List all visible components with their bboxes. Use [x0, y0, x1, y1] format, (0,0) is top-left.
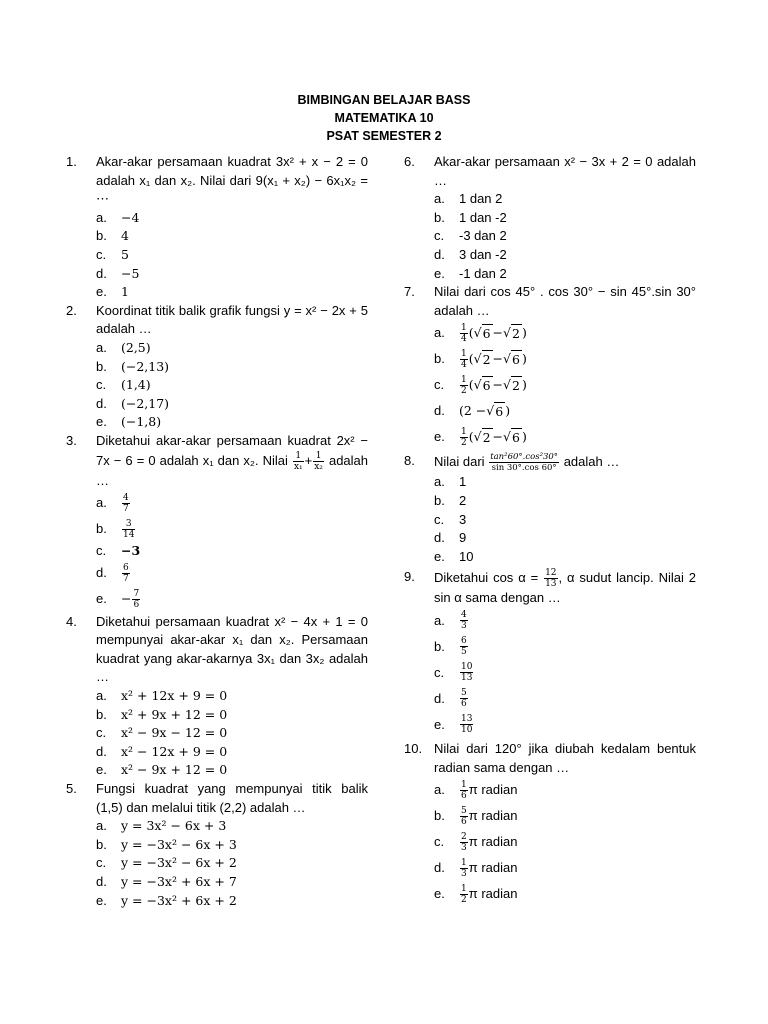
option-d[interactable] — [434, 246, 696, 265]
fraction — [460, 806, 468, 827]
option-b[interactable] — [96, 706, 368, 725]
option-value: 1 dan 2 — [459, 191, 503, 207]
fraction-denominator: 2 — [461, 385, 467, 396]
close-paren: ) — [521, 429, 527, 445]
question-text-part: adalah … — [563, 454, 620, 470]
question-text-part: Nilai dari — [434, 454, 485, 470]
option-value: −4 — [121, 209, 140, 225]
fraction-denominator: x₂ — [314, 461, 323, 472]
option-c[interactable] — [434, 829, 696, 855]
option-a[interactable] — [96, 339, 368, 358]
option-label: c. — [434, 511, 445, 527]
question-number: 2. — [66, 302, 77, 318]
question-6 — [404, 153, 696, 283]
radicand: 2 — [511, 324, 522, 344]
option-label: b. — [434, 638, 445, 654]
option-e[interactable] — [434, 712, 696, 738]
fraction-numerator: 6 — [461, 636, 467, 647]
option-b[interactable] — [96, 836, 368, 855]
option-value: (−2,13) — [121, 358, 170, 374]
option-label: a. — [434, 612, 445, 628]
left-column — [66, 153, 368, 910]
question-text: Koordinat titik balik grafik fungsi y = x² − 2x + 5 adalah … — [96, 302, 368, 337]
option-d[interactable] — [434, 686, 696, 712]
fraction-denominator: 3 — [461, 842, 467, 853]
open-paren: ( — [468, 429, 474, 445]
fraction — [489, 452, 559, 473]
option-a[interactable] — [96, 209, 368, 228]
option-d[interactable] — [96, 561, 368, 587]
question-text: Fungsi kuadrat yang mempunyai titik balik (1,5) dan melalui titik (2,2) adalah … — [96, 781, 368, 815]
question-5 — [66, 780, 368, 910]
question-text-part: adalah … — [96, 452, 369, 488]
fraction-numerator: 1 — [293, 451, 304, 462]
question-1 — [66, 153, 368, 302]
option-label: d. — [434, 690, 445, 706]
sqrt-icon: √ — [503, 429, 511, 445]
option-label: c. — [434, 833, 445, 849]
option-label: b. — [96, 706, 107, 722]
question-number: 4. — [66, 613, 77, 629]
fraction-denominator: x₁ — [293, 461, 303, 472]
option-label: c. — [434, 664, 445, 680]
option-label: e. — [434, 265, 445, 281]
option-suffix: π radian — [468, 859, 518, 875]
question-number: 7. — [404, 284, 415, 300]
radicand: 2 — [482, 428, 493, 448]
option-value: (−1,8) — [121, 414, 162, 430]
option-label: a. — [434, 325, 445, 341]
question-8 — [404, 452, 696, 566]
fraction-numerator: 4 — [461, 610, 467, 621]
fraction-numerator: 7 — [133, 589, 140, 600]
fraction-denominator: sin 30°.cos 60° — [491, 463, 557, 474]
open-paren: ( — [468, 351, 474, 367]
sqrt-icon: √ — [503, 325, 511, 341]
sqrt-icon: √ — [473, 325, 482, 341]
question-text: Akar-akar persamaan x² − 3x + 2 = 0 adalah … — [434, 154, 696, 188]
plus-sign: + — [304, 452, 313, 468]
fraction — [460, 349, 468, 370]
question-text: Diketahui persamaan kuadrat x² − 4x + 1 = 0 mempunyai akar-akar x₁ dan x₂. Persamaan kuadrat yang akar-akarnya 3x₁ dan 3x₂ adalah … — [96, 613, 368, 685]
option-value: (2,5) — [121, 339, 151, 355]
option-d[interactable] — [96, 873, 368, 892]
fraction-numerator: 6 — [123, 563, 129, 574]
option-value: 1 — [459, 474, 467, 490]
fraction — [460, 636, 468, 657]
radicand: 6 — [511, 428, 522, 448]
fraction-numerator: 13 — [461, 714, 473, 725]
option-e[interactable] — [434, 881, 696, 907]
question-4 — [66, 613, 368, 780]
question-number: 6. — [404, 154, 415, 169]
fraction-denominator: 5 — [461, 647, 467, 658]
option-label: b. — [96, 358, 107, 374]
header-subject: MATEMATIKA 10 — [334, 111, 434, 125]
option-value: 4 — [121, 228, 129, 244]
option-value: x² − 9x − 12 = 0 — [121, 725, 228, 741]
radicand: 2 — [482, 350, 493, 370]
option-c[interactable] — [434, 660, 696, 686]
option-label: e. — [96, 414, 107, 430]
option-label: a. — [96, 818, 107, 834]
question-number: 5. — [66, 781, 77, 797]
option-a[interactable] — [96, 817, 368, 836]
close-paren: ) — [521, 377, 527, 393]
option-label: a. — [96, 494, 107, 510]
option-label: c. — [434, 377, 445, 393]
close-paren: ) — [505, 403, 511, 419]
radicand: 6 — [511, 350, 522, 370]
fraction-numerator: 12 — [545, 568, 557, 579]
option-label: a. — [434, 781, 445, 797]
option-label: e. — [434, 885, 445, 901]
fraction — [313, 451, 324, 472]
option-value: x² + 9x + 12 = 0 — [121, 706, 228, 722]
fraction-numerator: 5 — [461, 805, 467, 816]
fraction — [460, 688, 468, 709]
option-b[interactable] — [434, 209, 696, 228]
option-a[interactable] — [434, 777, 696, 803]
minus-sign: − — [121, 591, 132, 607]
option-d[interactable] — [96, 265, 368, 284]
option-e[interactable] — [434, 424, 696, 450]
option-a[interactable] — [434, 190, 696, 209]
option-c[interactable] — [96, 246, 368, 265]
question-text-part: Diketahui cos α = — [434, 570, 539, 586]
option-label: e. — [434, 548, 445, 564]
option-d[interactable] — [96, 743, 368, 762]
sqrt-icon: √ — [503, 351, 511, 367]
option-value: −3 — [121, 543, 141, 559]
option-suffix: π radian — [468, 885, 518, 901]
option-value: y = −3x² − 6x + 3 — [121, 836, 237, 852]
fraction-numerator: tan²60°.cos²30° — [490, 452, 559, 463]
question-number: 10. — [404, 740, 423, 756]
fraction-denominator: 7 — [123, 574, 129, 585]
option-label: c. — [96, 855, 107, 871]
option-a[interactable] — [434, 320, 696, 346]
exam-header — [0, 91, 768, 145]
fraction-numerator: 10 — [461, 662, 473, 673]
option-c[interactable] — [434, 372, 696, 398]
option-a[interactable] — [434, 473, 696, 492]
option-c[interactable] — [434, 511, 696, 530]
fraction-numerator: 3 — [122, 519, 135, 530]
option-label: b. — [434, 351, 445, 367]
fraction — [460, 323, 468, 344]
fraction-numerator: 1 — [461, 779, 467, 790]
fraction — [460, 780, 468, 801]
fraction-denominator: 6 — [133, 600, 140, 611]
fraction — [122, 519, 135, 540]
operator: − — [492, 325, 504, 341]
option-value: y = −3x² + 6x + 2 — [121, 892, 237, 908]
option-c[interactable] — [96, 854, 368, 873]
operator: − — [492, 429, 504, 445]
open-paren: ( — [468, 325, 474, 341]
right-column — [404, 153, 696, 907]
question-10 — [404, 740, 696, 907]
fraction-denominator: 6 — [461, 790, 467, 801]
option-label: e. — [96, 591, 107, 607]
option-d[interactable] — [96, 395, 368, 414]
sqrt-icon: √ — [503, 377, 511, 393]
fraction — [122, 493, 130, 514]
option-label: e. — [434, 716, 445, 732]
fraction — [460, 610, 468, 631]
sqrt-icon: √ — [473, 351, 482, 367]
option-e[interactable] — [96, 761, 368, 780]
option-label: d. — [434, 859, 445, 875]
option-label: a. — [96, 688, 107, 704]
option-value: 1 — [121, 284, 129, 300]
fraction-denominator: 3 — [461, 868, 467, 879]
option-b[interactable] — [96, 227, 368, 246]
fraction-numerator: 1 — [313, 451, 324, 462]
question-9 — [404, 568, 696, 738]
open-paren: (2 − — [459, 403, 487, 419]
fraction-denominator: 14 — [123, 529, 135, 540]
option-label: d. — [96, 743, 107, 759]
option-value: 10 — [459, 548, 474, 564]
option-label: d. — [434, 246, 445, 262]
option-label: b. — [434, 807, 445, 823]
option-value: (−2,17) — [121, 395, 170, 411]
option-value: y = 3x² − 6x + 3 — [121, 818, 227, 834]
fraction — [460, 884, 468, 905]
option-b[interactable] — [96, 358, 368, 377]
option-value: 9 — [459, 530, 467, 546]
open-paren: ( — [468, 377, 474, 393]
fraction — [460, 832, 468, 853]
fraction-denominator: 2 — [461, 894, 467, 905]
option-d[interactable] — [434, 529, 696, 548]
option-suffix: π radian — [468, 781, 518, 797]
radicand: 6 — [482, 376, 493, 396]
fraction — [460, 662, 473, 683]
fraction-numerator: 5 — [461, 688, 467, 699]
option-e[interactable] — [434, 548, 696, 567]
option-c[interactable] — [96, 376, 368, 395]
option-label: d. — [96, 395, 107, 411]
option-value: x² − 12x + 9 = 0 — [121, 743, 228, 759]
sqrt-icon: √ — [486, 403, 495, 419]
option-label: d. — [434, 530, 445, 546]
question-2 — [66, 302, 368, 432]
sqrt-icon: √ — [473, 429, 482, 445]
option-suffix: π radian — [468, 807, 518, 823]
option-d[interactable] — [434, 398, 696, 424]
close-paren: ) — [521, 351, 527, 367]
option-e[interactable] — [96, 413, 368, 432]
fraction — [460, 858, 468, 879]
option-value: (1,4) — [121, 377, 151, 393]
option-label: a. — [434, 191, 445, 207]
fraction — [544, 568, 557, 589]
option-b[interactable] — [434, 634, 696, 660]
option-label: a. — [96, 339, 107, 355]
option-e[interactable] — [96, 587, 368, 613]
option-label: b. — [434, 209, 445, 225]
option-label: c. — [96, 377, 107, 393]
option-value: 5 — [121, 246, 129, 262]
header-exam: PSAT SEMESTER 2 — [326, 129, 442, 143]
sqrt-icon: √ — [473, 377, 482, 393]
fraction-numerator: 1 — [461, 883, 467, 894]
fraction — [122, 563, 130, 584]
option-label: b. — [434, 492, 445, 508]
fraction — [460, 375, 468, 396]
fraction-denominator: 4 — [461, 333, 467, 344]
option-value: 2 — [459, 492, 467, 508]
option-label: c. — [434, 228, 445, 244]
fraction — [293, 451, 304, 472]
fraction-denominator: 13 — [545, 579, 557, 590]
option-b[interactable] — [434, 803, 696, 829]
fraction-denominator: 6 — [461, 699, 467, 710]
option-label: c. — [96, 725, 107, 741]
fraction-numerator: 1 — [461, 426, 467, 437]
option-label: e. — [434, 429, 445, 445]
option-a[interactable] — [96, 490, 368, 516]
option-label: d. — [434, 403, 445, 419]
option-label: c. — [96, 543, 107, 559]
option-c[interactable] — [96, 724, 368, 743]
fraction — [460, 427, 468, 448]
option-e[interactable] — [434, 265, 696, 284]
option-c[interactable] — [96, 542, 368, 561]
option-value: y = −3x² + 6x + 7 — [121, 874, 237, 889]
option-label: e. — [96, 762, 107, 778]
option-e[interactable] — [96, 283, 368, 302]
option-value: x² − 9x + 12 = 0 — [121, 762, 228, 778]
question-text: Akar-akar persamaan kuadrat 3x² + x − 2 = 0 adalah x₁ dan x₂. Nilai dari 9(x₁ + x₂) − 6x₁x₂ = ⋯ — [96, 154, 368, 207]
option-value: x² + 12x + 9 = 0 — [121, 688, 228, 704]
fraction-numerator: 1 — [461, 857, 467, 868]
option-value: y = −3x² − 6x + 2 — [121, 855, 237, 871]
option-a[interactable] — [434, 608, 696, 634]
fraction-numerator: 4 — [123, 492, 129, 503]
question-text — [434, 452, 696, 473]
question-text — [434, 568, 696, 608]
fraction-numerator: 1 — [461, 322, 467, 333]
question-text: Nilai dari 120° jika diubah kedalam bentuk radian sama dengan … — [434, 740, 696, 775]
fraction-denominator: 7 — [123, 503, 129, 514]
option-label: a. — [434, 474, 445, 490]
option-value: 3 dan -2 — [459, 246, 507, 262]
fraction-denominator: 10 — [461, 725, 473, 736]
radicand: 6 — [482, 324, 493, 344]
operator: − — [492, 377, 504, 393]
fraction-denominator: 13 — [461, 673, 473, 684]
option-label: d. — [96, 874, 107, 889]
fraction-denominator: 2 — [461, 437, 467, 448]
option-b[interactable] — [434, 492, 696, 511]
fraction-numerator: 2 — [461, 831, 467, 842]
radicand: 2 — [511, 376, 522, 396]
fraction-denominator: 3 — [461, 621, 467, 632]
question-7 — [404, 283, 696, 450]
question-number: 9. — [404, 569, 415, 585]
option-b[interactable] — [434, 346, 696, 372]
option-label: b. — [96, 836, 107, 852]
option-label: a. — [96, 209, 107, 225]
fraction-denominator: 4 — [461, 359, 467, 370]
fraction-denominator: 6 — [461, 816, 467, 827]
option-label: b. — [96, 520, 107, 536]
option-value: -3 dan 2 — [459, 228, 507, 244]
question-number: 3. — [66, 432, 77, 448]
question-text: Nilai dari cos 45° . cos 30° − sin 45°.sin 30° adalah … — [434, 284, 696, 318]
fraction — [132, 589, 140, 610]
option-label: e. — [96, 284, 107, 300]
header-title: BIMBINGAN BELAJAR BASS — [297, 93, 471, 107]
close-paren: ) — [521, 325, 527, 341]
question-text-part: Diketahui akar-akar persamaan kuadrat 2x² − 7x − 6 = 0 adalah x₁ dan x₂. Nilai — [96, 432, 368, 468]
question-number: 1. — [66, 154, 77, 169]
fraction-numerator: 1 — [461, 348, 467, 359]
option-value: 1 dan -2 — [459, 209, 507, 225]
fraction-numerator: 1 — [461, 374, 467, 385]
question-text — [96, 432, 368, 490]
question-number: 8. — [404, 453, 415, 469]
option-e[interactable] — [96, 892, 368, 911]
operator: − — [492, 351, 504, 367]
option-suffix: π radian — [468, 833, 518, 849]
option-label: d. — [96, 565, 107, 581]
radicand: 6 — [494, 402, 505, 422]
question-text-part: , α sudut lancip. Nilai 2 sin α sama dengan … — [434, 570, 696, 606]
question-3 — [66, 432, 368, 613]
option-label: c. — [96, 246, 107, 262]
option-label: e. — [96, 892, 107, 908]
option-value: 3 — [459, 511, 467, 527]
option-a[interactable] — [96, 687, 368, 706]
option-value: -1 dan 2 — [459, 265, 507, 281]
option-label: d. — [96, 265, 107, 281]
option-b[interactable] — [96, 516, 368, 542]
option-value: −5 — [121, 265, 140, 281]
option-label: b. — [96, 228, 107, 244]
fraction — [460, 714, 473, 735]
option-c[interactable] — [434, 227, 696, 246]
option-d[interactable] — [434, 855, 696, 881]
